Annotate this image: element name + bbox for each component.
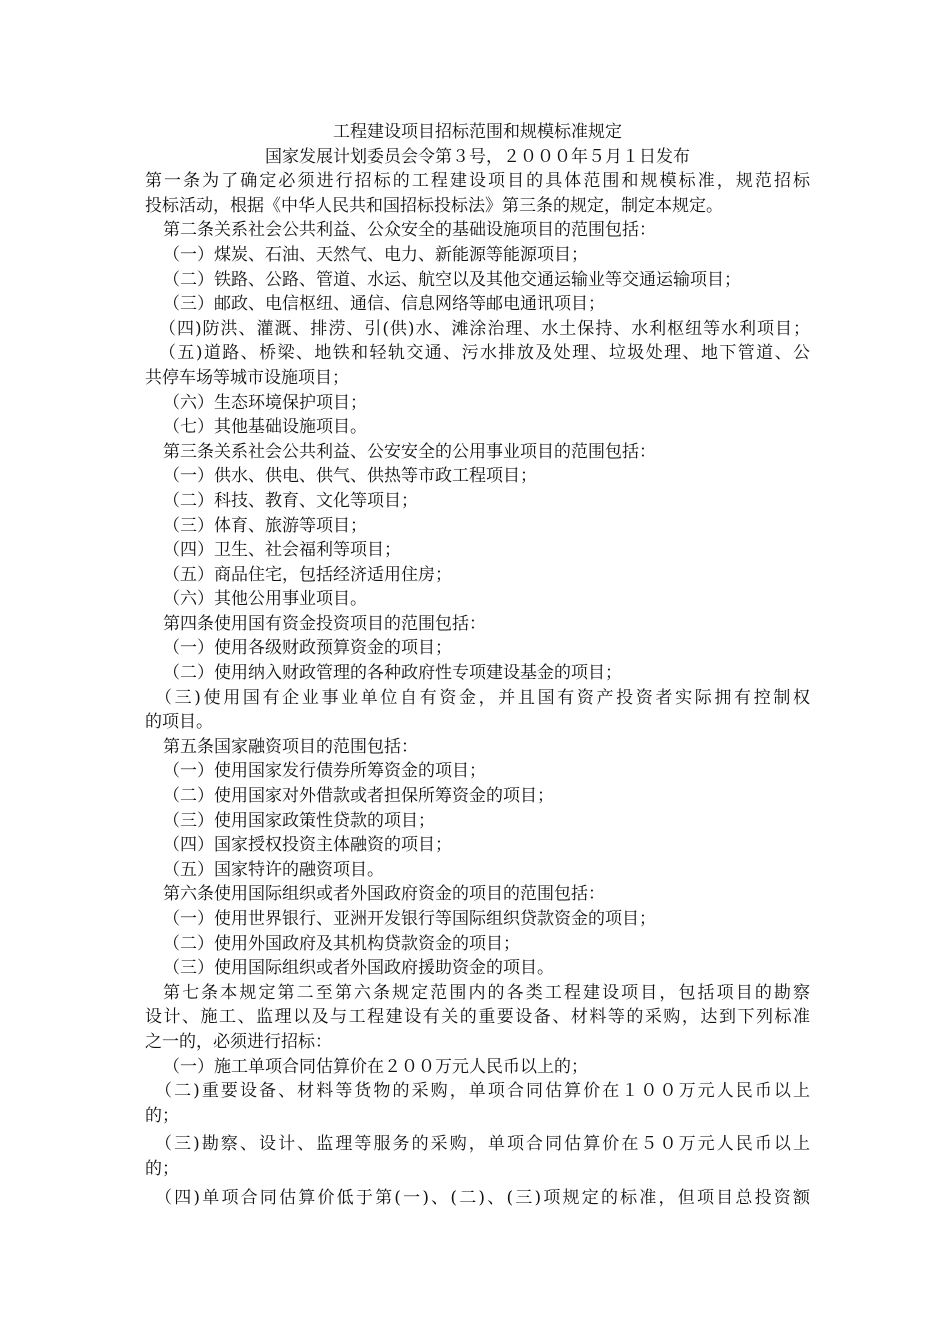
article-3-item-6: （六）其他公用事业项目。 <box>163 589 367 610</box>
article-6-item-3: （三）使用国际组织或者外国政府援助资金的项目。 <box>163 958 554 979</box>
article-2-item-7: （七）其他基础设施项目。 <box>163 417 367 438</box>
article-4-item-3-line-2: 的项目。 <box>145 712 213 733</box>
article-2-item-6: （六）生态环境保护项目； <box>163 392 367 413</box>
article-7-line-3: 之一的，必须进行招标： <box>145 1031 332 1052</box>
article-2-item-5-line-1: （五)道路、桥梁、地铁和轻轨交通、污水排放及处理、垃圾处理、地下管道、公 <box>159 343 810 364</box>
article-5-item-1: （一）使用国家发行债券所筹资金的项目； <box>163 761 486 782</box>
article-6-item-1: （一）使用世界银行、亚洲开发银行等国际组织贷款资金的项目； <box>163 909 656 929</box>
document-page <box>145 120 810 1210</box>
article-2-heading: 第二条关系社会公共利益、公众安全的基础设施项目的范围包括： <box>163 220 656 241</box>
article-7-item-1: （一）施工单项合同估算价在２００万元人民币以上的； <box>163 1056 588 1077</box>
article-4-item-2: （二）使用纳入财政管理的各种政府性专项建设基金的项目； <box>163 663 622 684</box>
article-5-item-2: （二）使用国家对外借款或者担保所筹资金的项目； <box>163 786 554 807</box>
article-4-item-1: （一）使用各级财政预算资金的项目； <box>163 638 452 659</box>
article-5-item-4: （四）国家授权投资主体融资的项目； <box>163 835 452 856</box>
article-6-heading: 第六条使用国际组织或者外国政府资金的项目的范围包括： <box>163 884 605 905</box>
article-3-item-4: （四）卫生、社会福利等项目； <box>163 540 401 561</box>
article-3-heading: 第三条关系社会公共利益、公安安全的公用事业项目的范围包括： <box>163 441 656 462</box>
article-3-item-1: （一）供水、供电、供气、供热等市政工程项目； <box>163 466 537 487</box>
article-3-item-3: （三）体育、旅游等项目； <box>163 515 367 536</box>
article-4-item-3-line-1: （三)使用国有企业事业单位自有资金，并且国有资产投资者实际拥有控制权 <box>155 687 810 708</box>
article-6-item-2: （二）使用外国政府及其机构贷款资金的项目； <box>163 933 520 954</box>
article-2-item-4: （四)防洪、灌溉、排涝、引(供)水、滩涂治理、水土保持、水利枢纽等水利项目； <box>159 318 810 339</box>
article-5-item-5: （五）国家特许的融资项目。 <box>163 859 384 880</box>
article-7-item-3-line-1: （三)勘察、设计、监理等服务的采购，单项合同估算价在５０万元人民币以上 <box>155 1134 810 1155</box>
document-title: 工程建设项目招标范围和规模标准规定 <box>333 122 622 142</box>
article-7-line-2: 设计、施工、监理以及与工程建设有关的重要设备、材料等的采购，达到下列标准 <box>145 1007 810 1028</box>
article-2-item-2: （二）铁路、公路、管道、水运、航空以及其他交通运输业等交通运输项目； <box>163 269 741 290</box>
article-3-item-2: （二）科技、教育、文化等项目； <box>163 490 418 511</box>
article-2-item-3: （三）邮政、电信枢纽、通信、信息网络等邮电通讯项目； <box>163 294 605 315</box>
article-1-line-2: 投标活动，根据《中华人民共和国招标投标法》第三条的规定，制定本规定。 <box>145 195 723 216</box>
article-7-item-2-line-2: 的； <box>145 1105 179 1126</box>
article-2-item-1: （一）煤炭、石油、天然气、电力、新能源等能源项目； <box>163 244 588 265</box>
article-5-item-3: （三）使用国家政策性贷款的项目； <box>163 810 435 831</box>
article-7-line-1: 第七条本规定第二至第六条规定范围内的各类工程建设项目，包括项目的勘察 <box>163 982 810 1003</box>
article-7-item-2-line-1: （二)重要设备、材料等货物的采购，单项合同估算价在１００万元人民币以上 <box>155 1081 810 1102</box>
article-7-item-4-line-1: （四)单项合同估算价低于第(一)、(二)、(三)项规定的标准，但项目总投资额 <box>155 1187 810 1208</box>
article-2-item-5-line-2: 共停车场等城市设施项目； <box>145 367 349 388</box>
article-1-line-1: 第一条为了确定必须进行招标的工程建设项目的具体范围和规模标准，规范招标 <box>145 171 810 192</box>
article-7-item-3-line-2: 的； <box>145 1158 179 1179</box>
article-3-item-5: （五）商品住宅，包括经济适用住房； <box>163 564 452 585</box>
article-4-heading: 第四条使用国有资金投资项目的范围包括： <box>163 613 486 634</box>
document-subtitle: 国家发展计划委员会令第３号，２０００年５月１日发布 <box>265 146 690 167</box>
article-5-heading: 第五条国家融资项目的范围包括： <box>163 736 418 757</box>
